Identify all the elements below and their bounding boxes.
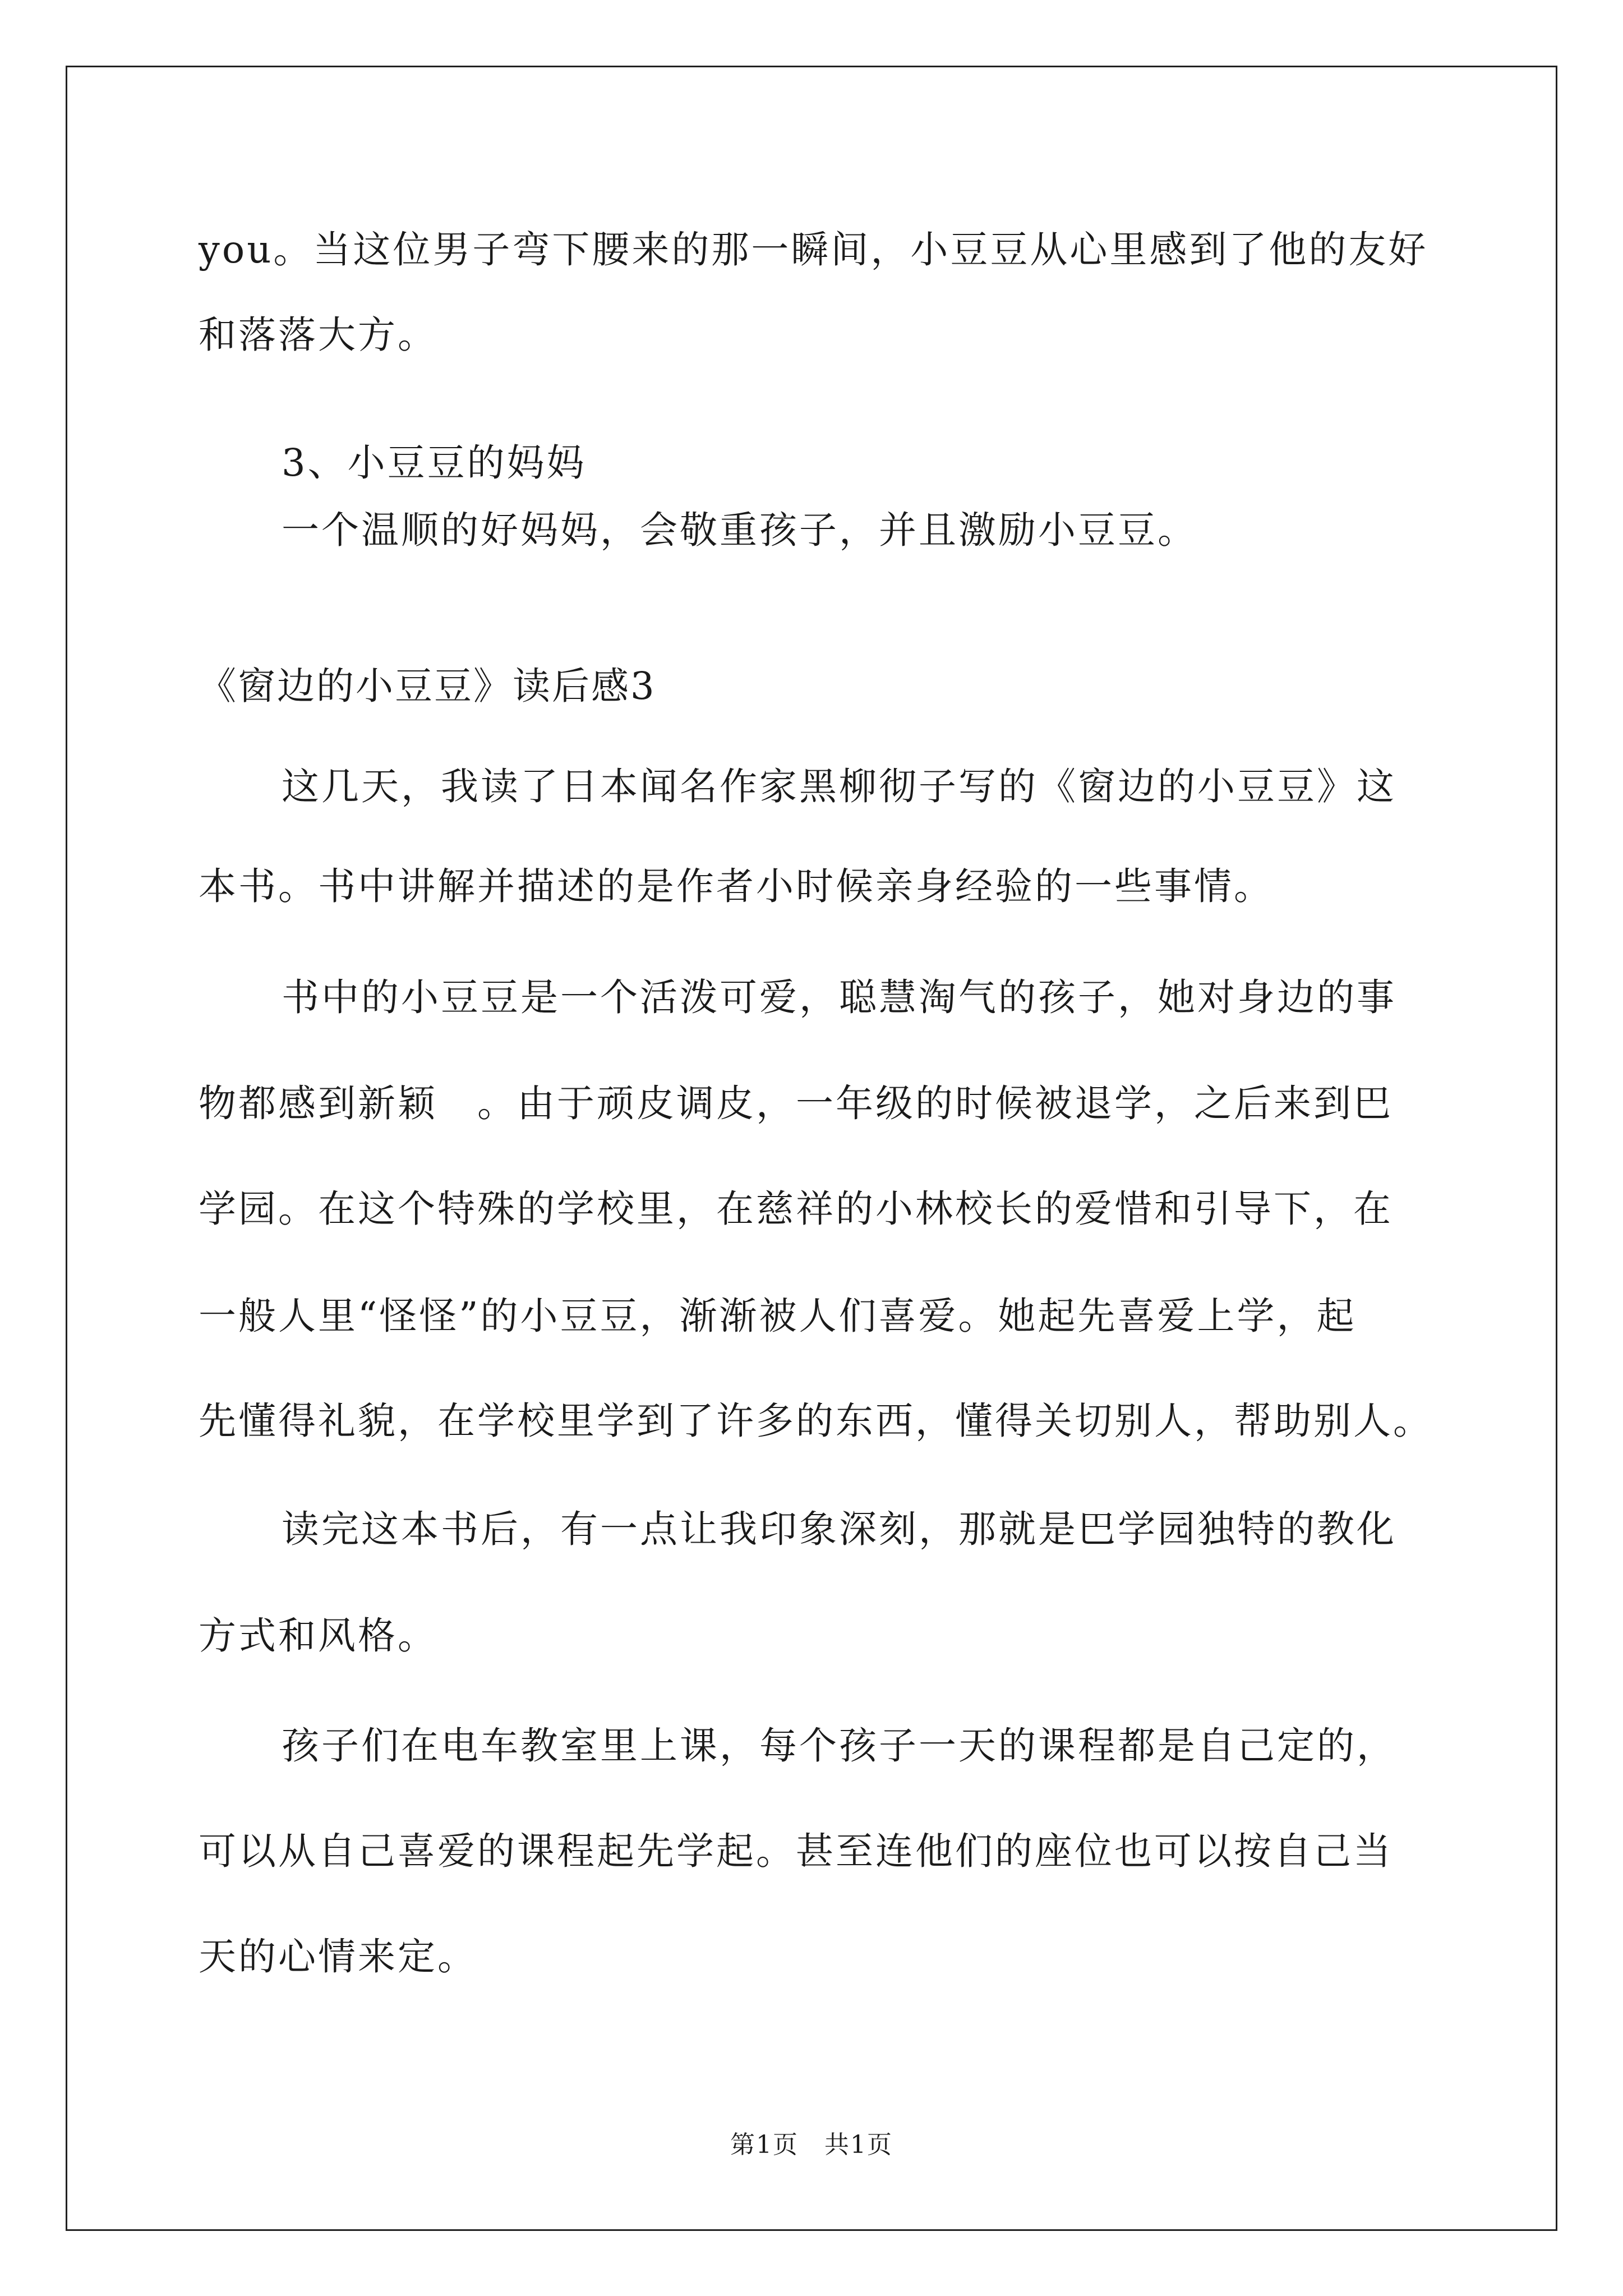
- essay-title: 《窗边的小豆豆》读后感3: [199, 664, 656, 708]
- paragraph-line: 学园。在这个特殊的学校里，在慈祥的小林校长的爱惜和引导下，在: [199, 1187, 1393, 1231]
- page-number: 第1页 共1页: [730, 2131, 893, 2159]
- paragraph-line: 读完这本书后，有一点让我印象深刻，那就是巴学园独特的教化: [282, 1507, 1396, 1551]
- paragraph-line: 这几天，我读了日本闻名作家黑柳彻子写的《窗边的小豆豆》这: [282, 765, 1396, 808]
- paragraph-line: 先懂得礼貌，在学校里学到了许多的东西，懂得关切别人，帮助别人。: [199, 1399, 1433, 1443]
- page-border: [66, 66, 1557, 2231]
- paragraph-line: 物都感到新颖 。由于顽皮调皮，一年级的时候被退学，之后来到巴: [199, 1082, 1393, 1125]
- paragraph-line: 一般人里“怪怪”的小豆豆，渐渐被人们喜爱。她起先喜爱上学，起: [199, 1294, 1357, 1338]
- paragraph-line: you。当这位男子弯下腰来的那一瞬间，小豆豆从心里感到了他的友好: [199, 228, 1428, 272]
- paragraph-line: 本书。书中讲解并描述的是作者小时候亲身经验的一些事情。: [199, 864, 1274, 908]
- paragraph-line: 和落落大方。: [199, 313, 437, 357]
- paragraph-line: 孩子们在电车教室里上课，每个孩子一天的课程都是自己定的，: [282, 1724, 1396, 1768]
- paragraph-line: 一个温顺的好妈妈，会敬重孩子，并且激励小豆豆。: [282, 508, 1197, 552]
- paragraph-line: 可以从自己喜爱的课程起先学起。甚至连他们的座位也可以按自己当: [199, 1829, 1393, 1873]
- paragraph-line: 方式和风格。: [199, 1614, 437, 1658]
- section-heading: 3、小豆豆的妈妈: [282, 441, 587, 485]
- paragraph-line: 天的心情来定。: [199, 1935, 477, 1978]
- paragraph-line: 书中的小豆豆是一个活泼可爱，聪慧淘气的孩子，她对身边的事: [282, 976, 1396, 1019]
